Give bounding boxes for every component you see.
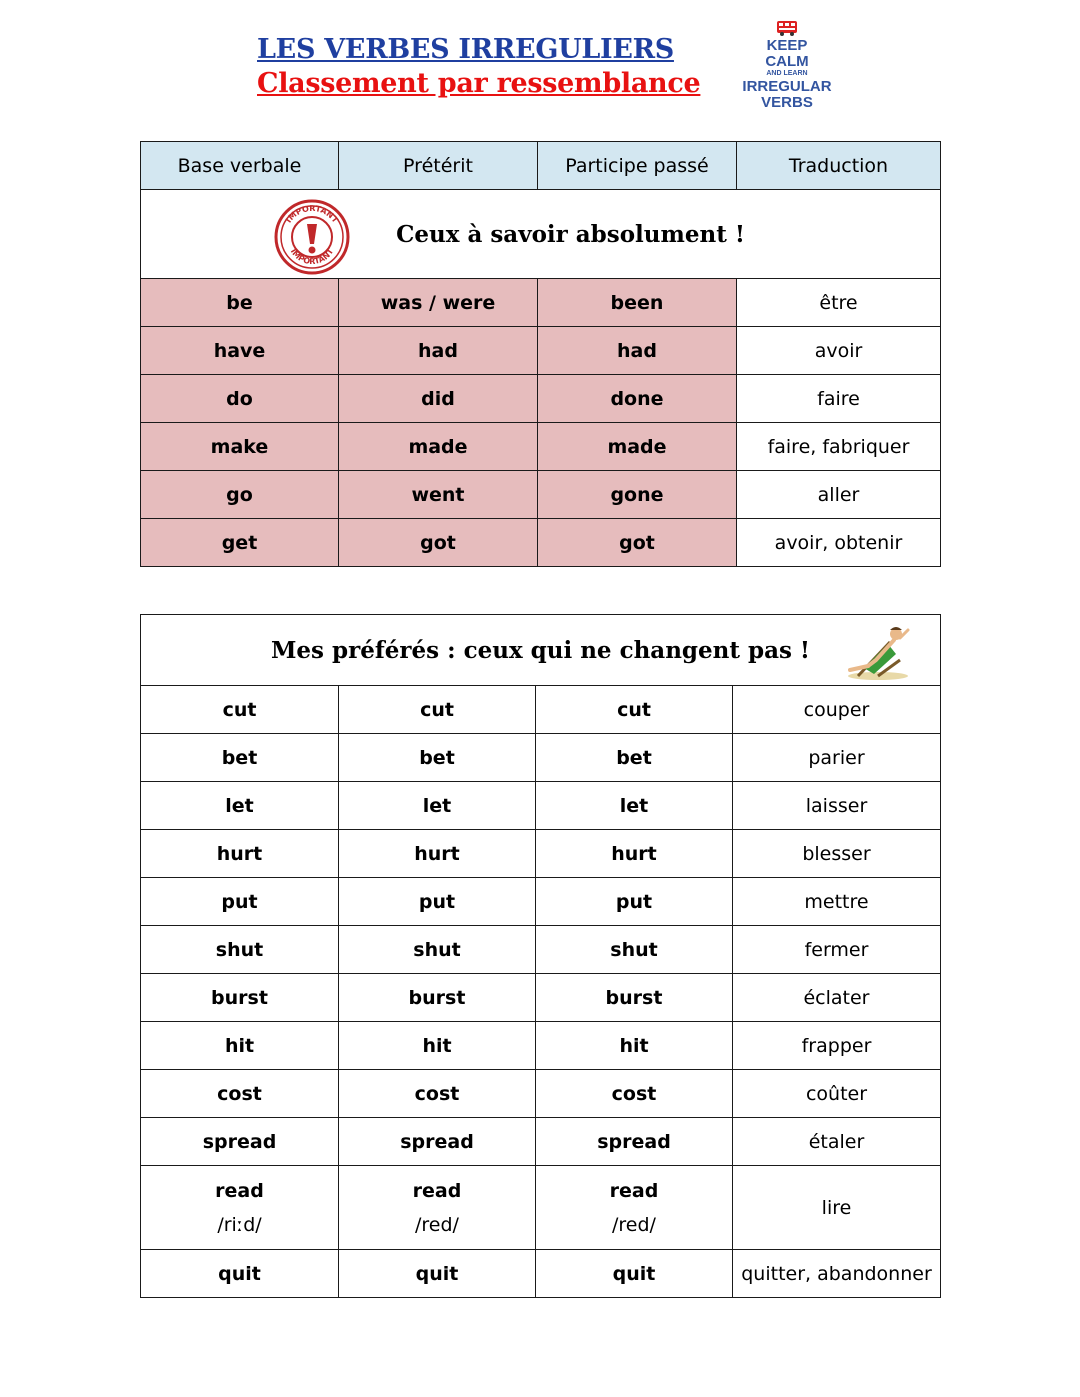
cell-base: bet [141,734,339,782]
cell-base: spread [141,1118,339,1166]
pronunciation: /riːd/ [217,1213,262,1236]
cell-base: cost [141,1070,339,1118]
cell-preterit: burst [339,974,536,1022]
cell-base: have [141,327,339,375]
cell-preterit: spread [339,1118,536,1166]
cell-participle: spread [536,1118,733,1166]
verb-form: read [609,1179,659,1202]
verb-form: read [215,1179,264,1202]
section-header-essential [141,190,941,279]
cell-base: be [141,279,339,327]
pronunciation: /red/ [612,1213,656,1236]
cell-translation: avoir, obtenir [737,519,941,567]
cell-preterit: had [339,327,538,375]
cell-translation: laisser [733,782,941,830]
cell-translation: éclater [733,974,941,1022]
table-row [141,974,941,1022]
cell-base: put [141,878,339,926]
table-row [141,878,941,926]
cell-preterit [339,1166,536,1250]
cell-participle: been [538,279,737,327]
table-row [141,830,941,878]
cell-translation: quitter, abandonner [733,1250,941,1298]
page-title: LES VERBES IRREGULIERS [257,34,674,65]
logo-line-calm: CALM [765,53,809,70]
cell-participle: had [538,327,737,375]
cell-preterit: was / were [339,279,538,327]
col-header-translation: Traduction [737,142,941,190]
col-header-base: Base verbale [141,142,339,190]
section-header-unchanged [141,615,941,686]
cell-preterit: made [339,423,538,471]
table-row-read [141,1166,941,1250]
cell-participle: got [538,519,737,567]
header-row [141,142,941,190]
cell-preterit: cut [339,686,536,734]
cell-participle: bet [536,734,733,782]
table-row [141,375,941,423]
cell-participle: quit [536,1250,733,1298]
table-row [141,686,941,734]
cell-translation: couper [733,686,941,734]
cell-translation: étaler [733,1118,941,1166]
cell-participle: done [538,375,737,423]
cell-base: do [141,375,339,423]
cell-translation: lire [733,1166,941,1250]
svg-text:IMPORTANT: IMPORTANT [288,247,336,267]
cell-translation: faire, fabriquer [737,423,941,471]
cell-base: cut [141,686,339,734]
cell-preterit: put [339,878,536,926]
table-row [141,1070,941,1118]
cell-base: get [141,519,339,567]
table-row [141,327,941,375]
cell-base: hurt [141,830,339,878]
cell-participle: let [536,782,733,830]
cell-participle: burst [536,974,733,1022]
important-stamp-icon [272,198,352,276]
cell-preterit: did [339,375,538,423]
table-row [141,279,941,327]
cell-participle: gone [538,471,737,519]
cell-translation: être [737,279,941,327]
keep-calm-logo [738,20,836,124]
table-row [141,782,941,830]
cell-participle: shut [536,926,733,974]
cell-translation: mettre [733,878,941,926]
cell-translation: blesser [733,830,941,878]
logo-line-verbs: VERBS [761,94,813,111]
cell-participle: cut [536,686,733,734]
logo-line-irregular: IRREGULAR [742,78,832,95]
cell-preterit: got [339,519,538,567]
table-row [141,519,941,567]
essential-verbs-table [140,141,941,567]
table-row [141,1250,941,1298]
section-title-unchanged: Mes préférés : ceux qui ne changent pas ! [270,636,811,664]
table-row [141,1118,941,1166]
relaxing-beach-chair-icon [838,620,918,682]
cell-preterit: cost [339,1070,536,1118]
table-row [141,926,941,974]
cell-participle: hurt [536,830,733,878]
table-row [141,734,941,782]
page-subtitle: Classement par ressemblance [257,68,701,99]
cell-preterit: quit [339,1250,536,1298]
cell-preterit: let [339,782,536,830]
cell-participle: hit [536,1022,733,1070]
cell-translation: coûter [733,1070,941,1118]
cell-base [141,1166,339,1250]
cell-base: hit [141,1022,339,1070]
cell-translation: parier [733,734,941,782]
table-row [141,423,941,471]
table-row [141,471,941,519]
cell-preterit: bet [339,734,536,782]
cell-preterit: shut [339,926,536,974]
col-header-participle: Participe passé [538,142,737,190]
cell-participle [536,1166,733,1250]
cell-translation: avoir [737,327,941,375]
cell-base: quit [141,1250,339,1298]
logo-line-keep: KEEP [766,37,808,54]
svg-text:IMPORTANT: IMPORTANT [284,203,340,225]
col-header-preterit: Prétérit [339,142,538,190]
pronunciation: /red/ [415,1213,459,1236]
cell-preterit: hurt [339,830,536,878]
london-bus-icon [776,20,798,36]
logo-line-and-learn: AND LEARN [766,70,808,77]
cell-base: let [141,782,339,830]
table-row [141,1022,941,1070]
cell-translation: frapper [733,1022,941,1070]
cell-preterit: went [339,471,538,519]
verb-form: read [412,1179,462,1202]
cell-preterit: hit [339,1022,536,1070]
cell-translation: fermer [733,926,941,974]
cell-base: make [141,423,339,471]
cell-participle: cost [536,1070,733,1118]
cell-translation: aller [737,471,941,519]
cell-base: go [141,471,339,519]
cell-base: burst [141,974,339,1022]
unchanged-verbs-table [140,614,941,1298]
cell-translation: faire [737,375,941,423]
cell-participle: put [536,878,733,926]
cell-participle: made [538,423,737,471]
section-title-essential: Ceux à savoir absolument ! [396,220,745,248]
cell-base: shut [141,926,339,974]
